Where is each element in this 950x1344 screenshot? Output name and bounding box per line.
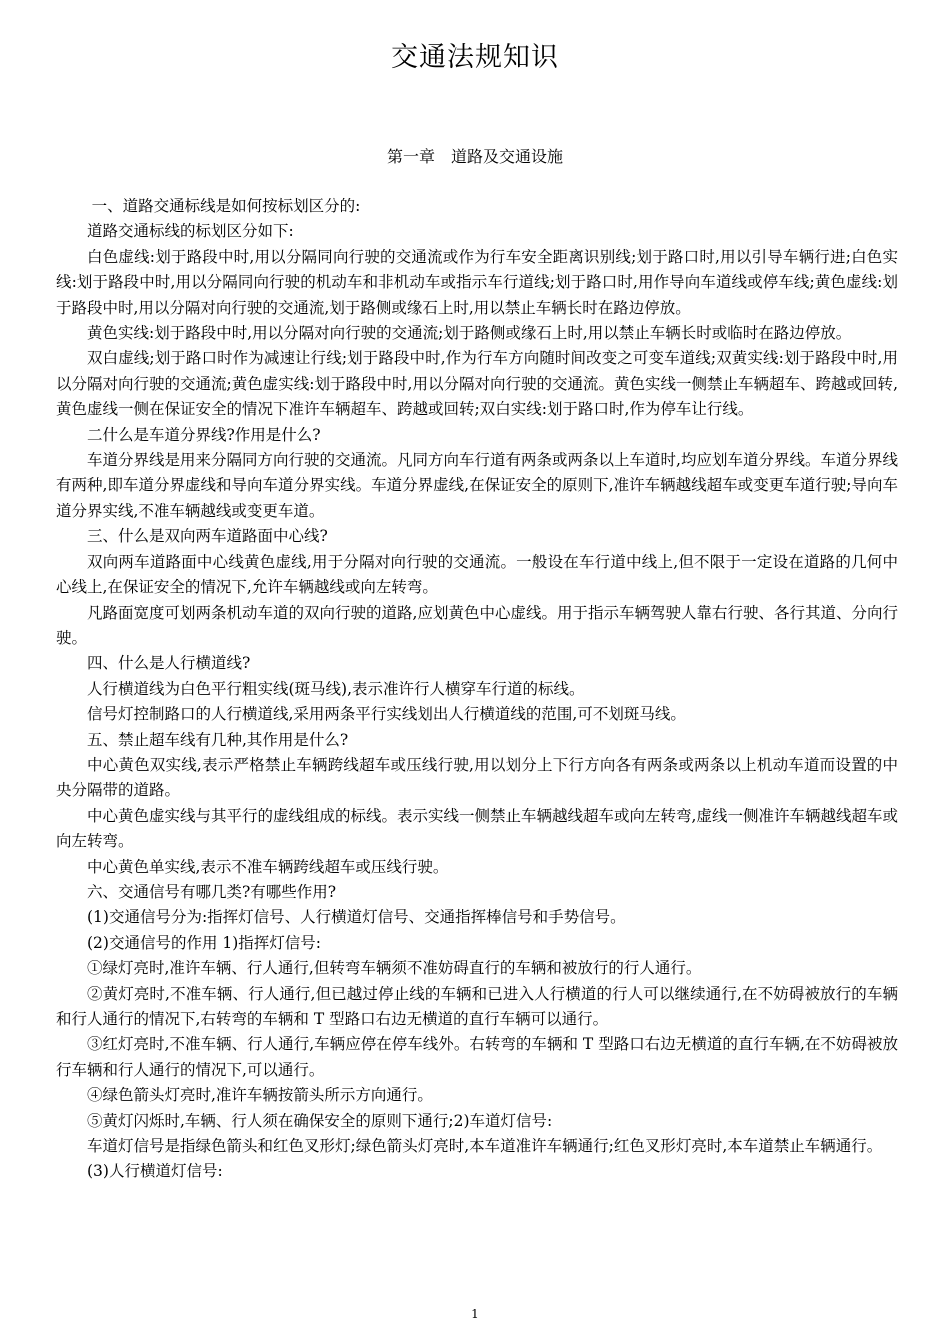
paragraph: (1)交通信号分为:指挥灯信号、人行横道灯信号、交通指挥棒信号和手势信号。 <box>87 908 626 927</box>
paragraph: 双白虚线;划于路口时作为减速让行线;划于路段中时,作为行车方向随时间改变之可变车道线;双黄实线:划于路段中时,用以分隔对向行驶的交通流;黄色虚实线:划于路段中时,用以分隔对向行驶的交通流。黄色实线一侧禁止车辆超车、跨越或回转,黄色虚线一侧在保证安全的情况下准许车辆超车、跨越或回转;双白实线:划于路口时,作为停车让行线。 <box>56 349 898 419</box>
paragraph: 车道分界线是用来分隔同方向行驶的交通流。凡同方向车行道有两条或两条以上车道时,均应划车道分界线。车道分界线有两种,即车道分界虚线和导向车道分界实线。车道分界虚线,在保证安全的原则下,准许车辆越线超车或变更车道行驶;导向车道分界实线,不准车辆越线或变更车道。 <box>56 451 898 520</box>
question-heading: 六、交通信号有哪几类?有哪些作用? <box>87 882 337 901</box>
paragraph: 人行横道线为白色平行粗实线(斑马线),表示准许行人横穿车行道的标线。 <box>87 679 585 698</box>
question-heading: 一、道路交通标线是如何按标划区分的: <box>91 197 361 215</box>
document-title: 交通法规知识 <box>391 42 559 73</box>
paragraph: 中心黄色虚实线与其平行的虚线组成的标线。表示实线一侧禁止车辆越线超车或向左转弯,虚线一侧准许车辆越线超车或向左转弯。 <box>56 806 898 851</box>
document-body <box>56 194 898 1185</box>
paragraph: ①绿灯亮时,准许车辆、行人通行,但转弯车辆须不准妨碍直行的车辆和被放行的行人通行。 <box>87 959 702 978</box>
paragraph: ④绿色箭头灯亮时,准许车辆按箭头所示方向通行。 <box>87 1086 433 1105</box>
question-heading: 三、什么是双向两车道路面中心线? <box>87 527 328 546</box>
paragraph: 中心黄色单实线,表示不准车辆跨线超车或压线行驶。 <box>87 857 449 876</box>
paragraph: ②黄灯亮时,不准车辆、行人通行,但已越过停止线的车辆和已进入人行横道的行人可以继续通行,在不妨碍被放行的车辆和行人通行的情况下,右转弯的车辆和 T 型路口右边无横道的直行车辆可以通行。 <box>56 984 898 1028</box>
question-heading: 四、什么是人行横道线? <box>87 654 251 673</box>
paragraph: ⑤黄灯闪烁时,车辆、行人须在确保安全的原则下通行;2)车道灯信号: <box>87 1111 553 1130</box>
paragraph: 中心黄色双实线,表示严格禁止车辆跨线超车或压线行驶,用以划分上下行方向各有两条或两条以上机动车道而设置的中央分隔带的道路。 <box>56 755 898 800</box>
paragraph: (2)交通信号的作用 1)指挥灯信号: <box>87 933 322 952</box>
paragraph: (3)人行横道灯信号: <box>87 1162 223 1181</box>
paragraph: 信号灯控制路口的人行横道线,采用两条平行实线划出人行横道线的范围,可不划斑马线。 <box>87 705 686 724</box>
paragraph: 道路交通标线的标划区分如下: <box>87 222 294 241</box>
chapter-heading: 第一章 道路及交通设施 <box>386 147 563 166</box>
paragraph: 黄色实线:划于路段中时,用以分隔对向行驶的交通流;划于路侧或缘石上时,用以禁止车辆长时或临时在路边停放。 <box>87 324 852 343</box>
question-heading: 二什么是车道分界线?作用是什么? <box>87 425 321 444</box>
paragraph: ③红灯亮时,不准车辆、行人通行,车辆应停在停车线外。右转弯的车辆和 T 型路口右边无横道的直行车辆,在不妨碍被放行车辆和行人通行的情况下,可以通行。 <box>56 1035 898 1079</box>
paragraph: 双向两车道路面中心线黄色虚线,用于分隔对向行驶的交通流。一般设在车行道中线上,但不限于一定设在道路的几何中心线上,在保证安全的情况下,允许车辆越线或向左转弯。 <box>56 552 898 597</box>
page-number: 1 <box>471 1307 479 1321</box>
paragraph: 车道灯信号是指绿色箭头和红色叉形灯;绿色箭头灯亮时,本车道准许车辆通行;红色叉形灯亮时,本车道禁止车辆通行。 <box>87 1137 883 1156</box>
paragraph: 凡路面宽度可划两条机动车道的双向行驶的道路,应划黄色中心虚线。用于指示车辆驾驶人靠右行驶、各行其道、分向行驶。 <box>56 603 898 647</box>
question-heading: 五、禁止超车线有几种,其作用是什么? <box>87 730 349 749</box>
paragraph: 白色虚线:划于路段中时,用以分隔同向行驶的交通流或作为行车安全距离识别线;划于路口时,用以引导车辆行进;白色实线:划于路段中时,用以分隔同向行驶的机动车和非机动车或指示车行道线;划于路口时,用作导向车道线或停车线;黄色虚线:划于路段中时,用以分隔对向行驶的交通流,划于路侧或缘石上时,用以禁止车辆长时在路边停放。 <box>56 247 898 317</box>
